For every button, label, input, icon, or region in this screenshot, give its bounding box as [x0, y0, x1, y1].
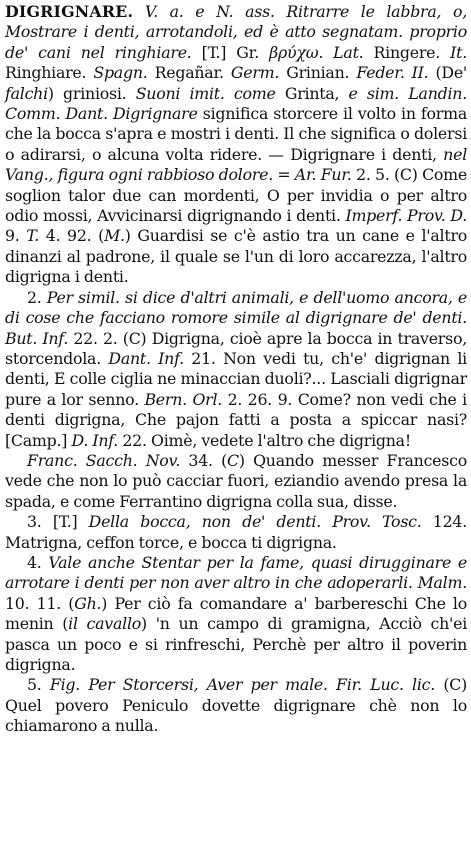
text-segment: βρύχω. Lat.	[269, 42, 364, 62]
text-segment: Gh.	[74, 593, 102, 613]
text-segment: Imperf. Prov. D.	[345, 206, 467, 226]
text-segment: ) Quando messer Francesco vede che non lo può cacciar fuori, eziandio avendo presa la spada, e come Ferrantino digrigna colla sua, disse.	[5, 450, 467, 511]
text-segment: Ringhiare.	[5, 63, 94, 83]
text-segment: (C) Quel povero Peniculo dovette digrignare chè non lo chiamarono a nulla.	[5, 675, 468, 736]
text-segment: e sim. Landin. Comm. Dant. Digrignare	[5, 83, 468, 124]
text-segment: 2. 26. 9. Come? non vedi che i denti digrigna, Che pajon fatti a posta a spiccar nasi? [Camp.]	[5, 389, 467, 450]
dictionary-entry	[5, 2, 467, 737]
text-segment: ) griniosi.	[47, 83, 136, 103]
text-segment: il cavallo	[68, 614, 142, 634]
text-segment: Dant. Inf.	[108, 348, 184, 368]
text-segment: Della bocca, non de' denti. Prov. Tosc.	[88, 512, 422, 532]
definition-def-1	[5, 2, 467, 288]
text-segment: M.	[104, 226, 125, 246]
text-segment: significa storcere il volto in forma che la bocca s'apra e mostri i denti. Il che significa o dolersi o adirarsi, o alcuna volta ridere. — Digrignare i denti,	[5, 104, 467, 164]
text-segment: (De'	[428, 63, 468, 83]
text-segment: Suoni imit. come	[135, 83, 276, 103]
headword: DIGRIGNARE.	[5, 2, 134, 21]
text-segment: Spagn.	[93, 63, 148, 83]
text-segment: 9.	[5, 226, 27, 246]
text-segment: 22. 2. (C) Digrigna, cioè apre la bocca in traverso, storcendola.	[5, 328, 467, 368]
text-segment: Germ.	[230, 63, 280, 83]
text-segment: ) Per ciò fa comandare a' barbereschi Che lo menin (	[5, 593, 467, 634]
text-segment: 34. (	[180, 450, 228, 470]
text-segment: 3. [T.]	[27, 512, 89, 532]
definition-def-2	[5, 288, 467, 451]
text-segment: Regañar.	[147, 63, 231, 83]
text-segment: V. a. e N. ass. Ritrarre le labbra, o, Mostrare i denti, arrotandoli, ed è atto segnatam. proprio de' cani nel ringhiare.	[5, 2, 467, 62]
text-segment: 4. 92. (	[39, 226, 105, 246]
text-segment: Bern. Orl.	[144, 389, 223, 409]
text-segment: ) Guardisi se c'è astio tra un cane e l'altro dinanzi al padrone, il quale se l'un di loro accarezza, l'altro digrigna i denti.	[5, 226, 468, 287]
definition-def-4	[5, 553, 467, 675]
definition-def-3	[5, 512, 467, 553]
text-segment: ) 'n un campo di gramigna, Acciò ch'ei pasca un poco e si rinfreschi, Perchè per altro il poverin digrigna.	[5, 614, 467, 674]
text-segment: Franc. Sacch. Nov.	[27, 450, 181, 470]
text-segment: 5.	[27, 675, 50, 695]
text-segment: T.	[26, 226, 40, 246]
text-segment: C	[227, 450, 239, 470]
text-segment: falchi	[5, 83, 48, 103]
definition-def-5	[5, 675, 467, 736]
text-segment: Vale anche Stentar per la fame, quasi dirugginare e arrotare i denti per non aver altro in che adoperarli. Malm.	[5, 552, 467, 593]
text-segment: 4.	[27, 552, 49, 572]
text-segment: [T.] Gr.	[191, 42, 270, 62]
text-segment: 10. 11. (	[5, 593, 75, 613]
text-segment: 2.	[27, 287, 47, 307]
text-segment: Grinian.	[279, 63, 357, 83]
text-segment: 124. Matrigna, ceffon torce, e bocca ti digrigna.	[5, 512, 467, 552]
text-segment: 2. 5. (C) Come soglion talor due can mordenti, O per invidia o per altro odio mossi, Avvicinarsi digrignando i denti.	[5, 165, 467, 226]
text-segment: Grinta,	[275, 83, 349, 103]
text-segment: Per simil. si dice d'altri animali, e dell'uomo ancora, e di cose che facciano romore simile al digrignare de' denti. But. Inf.	[5, 287, 467, 348]
text-segment: 22. Oimè, vedete l'altro che digrigna!	[118, 430, 411, 450]
text-segment: nel Vang., figura ogni rabbioso dolore. = Ar. Fur.	[5, 144, 467, 185]
text-segment: Feder. II.	[356, 63, 429, 83]
text-segment: Ringere.	[363, 42, 451, 62]
text-segment: Fig. Per Storcersi, Aver per male. Fir. Luc. lic.	[49, 675, 436, 695]
text-segment: D. Inf.	[71, 430, 119, 450]
text-segment: It.	[450, 42, 467, 62]
definition-def-2b	[5, 451, 467, 512]
text-segment: 21. Non vedi tu, ch'e' digrignan li denti, E colle ciglia ne minaccian duoli?... Lasciali digrignar pure a lor senno.	[5, 348, 467, 409]
